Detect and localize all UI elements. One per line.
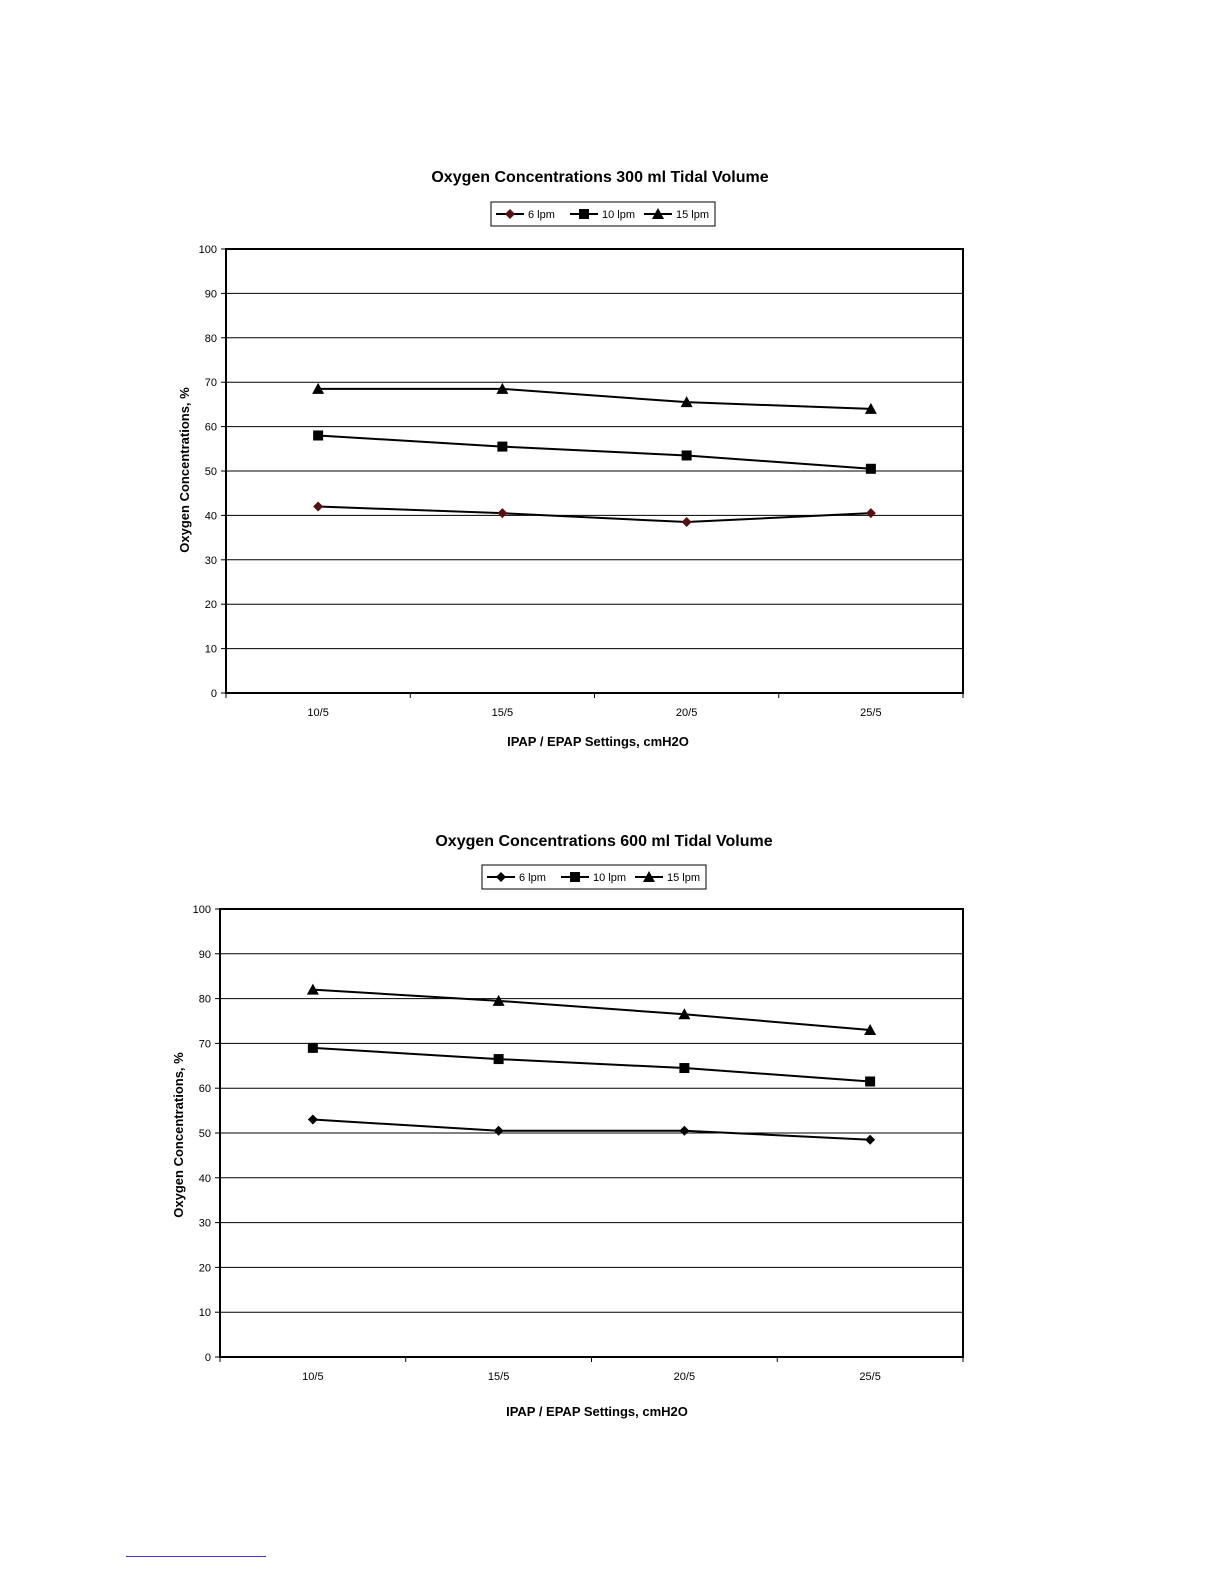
chart-legend bbox=[491, 202, 715, 226]
data-point bbox=[494, 1054, 504, 1064]
y-tick-label: 0 bbox=[210, 688, 217, 700]
data-point bbox=[679, 1126, 689, 1136]
data-point bbox=[682, 517, 692, 527]
y-tick-label: 10 bbox=[204, 643, 217, 656]
series-line bbox=[313, 990, 870, 1030]
chart-300ml bbox=[177, 169, 963, 749]
series-line bbox=[318, 389, 871, 409]
series-line bbox=[318, 435, 871, 468]
y-tick-label: 10 bbox=[198, 1307, 211, 1320]
data-point bbox=[308, 1115, 318, 1125]
data-point bbox=[494, 1126, 504, 1136]
y-tick-label: 20 bbox=[198, 1262, 211, 1275]
y-tick-label: 90 bbox=[204, 288, 217, 301]
x-tick-label: 10/5 bbox=[302, 1371, 324, 1383]
data-point bbox=[308, 1043, 318, 1053]
chart-600ml bbox=[171, 833, 963, 1419]
y-tick-label: 100 bbox=[192, 904, 211, 916]
x-tick-label: 20/5 bbox=[673, 1371, 696, 1383]
chart-title: Oxygen Concentrations 300 ml Tidal Volume bbox=[431, 169, 769, 186]
legend-label: 10 lpm bbox=[593, 872, 627, 884]
legend-label: 6 lpm bbox=[519, 872, 546, 884]
y-tick-label: 30 bbox=[204, 554, 217, 567]
data-point bbox=[679, 1063, 689, 1073]
y-axis-title: Oxygen Concentrations, % bbox=[177, 387, 192, 553]
x-axis-title: IPAP / EPAP Settings, cmH2O bbox=[506, 1404, 688, 1419]
data-point bbox=[865, 1135, 875, 1145]
plot-area bbox=[193, 904, 963, 1383]
y-axis-title: Oxygen Concentrations, % bbox=[171, 1052, 186, 1218]
y-tick-label: 50 bbox=[198, 1128, 211, 1140]
y-tick-label: 100 bbox=[198, 244, 217, 256]
y-tick-label: 40 bbox=[204, 510, 217, 523]
y-tick-label: 70 bbox=[198, 1038, 211, 1051]
legend-marker bbox=[579, 209, 589, 219]
legend-label: 6 lpm bbox=[528, 209, 555, 221]
y-tick-label: 50 bbox=[204, 466, 217, 478]
y-tick-label: 60 bbox=[204, 421, 217, 434]
data-point bbox=[313, 502, 323, 512]
x-axis-title: IPAP / EPAP Settings, cmH2O bbox=[507, 734, 689, 749]
data-point bbox=[497, 442, 507, 452]
y-tick-label: 60 bbox=[198, 1083, 211, 1096]
footnote-separator bbox=[126, 1556, 266, 1557]
legend-label: 10 lpm bbox=[602, 209, 636, 221]
x-tick-label: 25/5 bbox=[860, 707, 882, 719]
y-tick-label: 20 bbox=[204, 599, 217, 612]
series-line bbox=[313, 1048, 870, 1082]
data-point bbox=[497, 508, 507, 518]
y-tick-label: 40 bbox=[198, 1172, 211, 1185]
y-tick-label: 0 bbox=[204, 1352, 211, 1364]
data-point bbox=[865, 1076, 875, 1086]
data-point bbox=[682, 450, 692, 460]
chart-title: Oxygen Concentrations 600 ml Tidal Volume bbox=[435, 833, 773, 850]
y-tick-label: 30 bbox=[198, 1217, 211, 1230]
y-tick-label: 80 bbox=[204, 332, 217, 345]
legend-marker bbox=[570, 872, 580, 882]
plot-area bbox=[199, 244, 963, 719]
series-line bbox=[313, 1120, 870, 1140]
y-tick-label: 70 bbox=[204, 377, 217, 390]
legend-label: 15 lpm bbox=[667, 872, 701, 884]
data-point bbox=[866, 508, 876, 518]
legend-label: 15 lpm bbox=[676, 209, 710, 221]
x-tick-label: 20/5 bbox=[675, 707, 698, 719]
y-tick-label: 90 bbox=[198, 948, 211, 961]
x-tick-label: 25/5 bbox=[859, 1371, 881, 1383]
x-tick-label: 15/5 bbox=[491, 707, 514, 719]
data-point bbox=[866, 464, 876, 474]
data-point bbox=[313, 430, 323, 440]
series-line bbox=[318, 507, 871, 523]
chart-legend bbox=[482, 865, 706, 889]
x-tick-label: 10/5 bbox=[307, 707, 329, 719]
y-tick-label: 80 bbox=[198, 993, 211, 1006]
x-tick-label: 15/5 bbox=[487, 1371, 510, 1383]
